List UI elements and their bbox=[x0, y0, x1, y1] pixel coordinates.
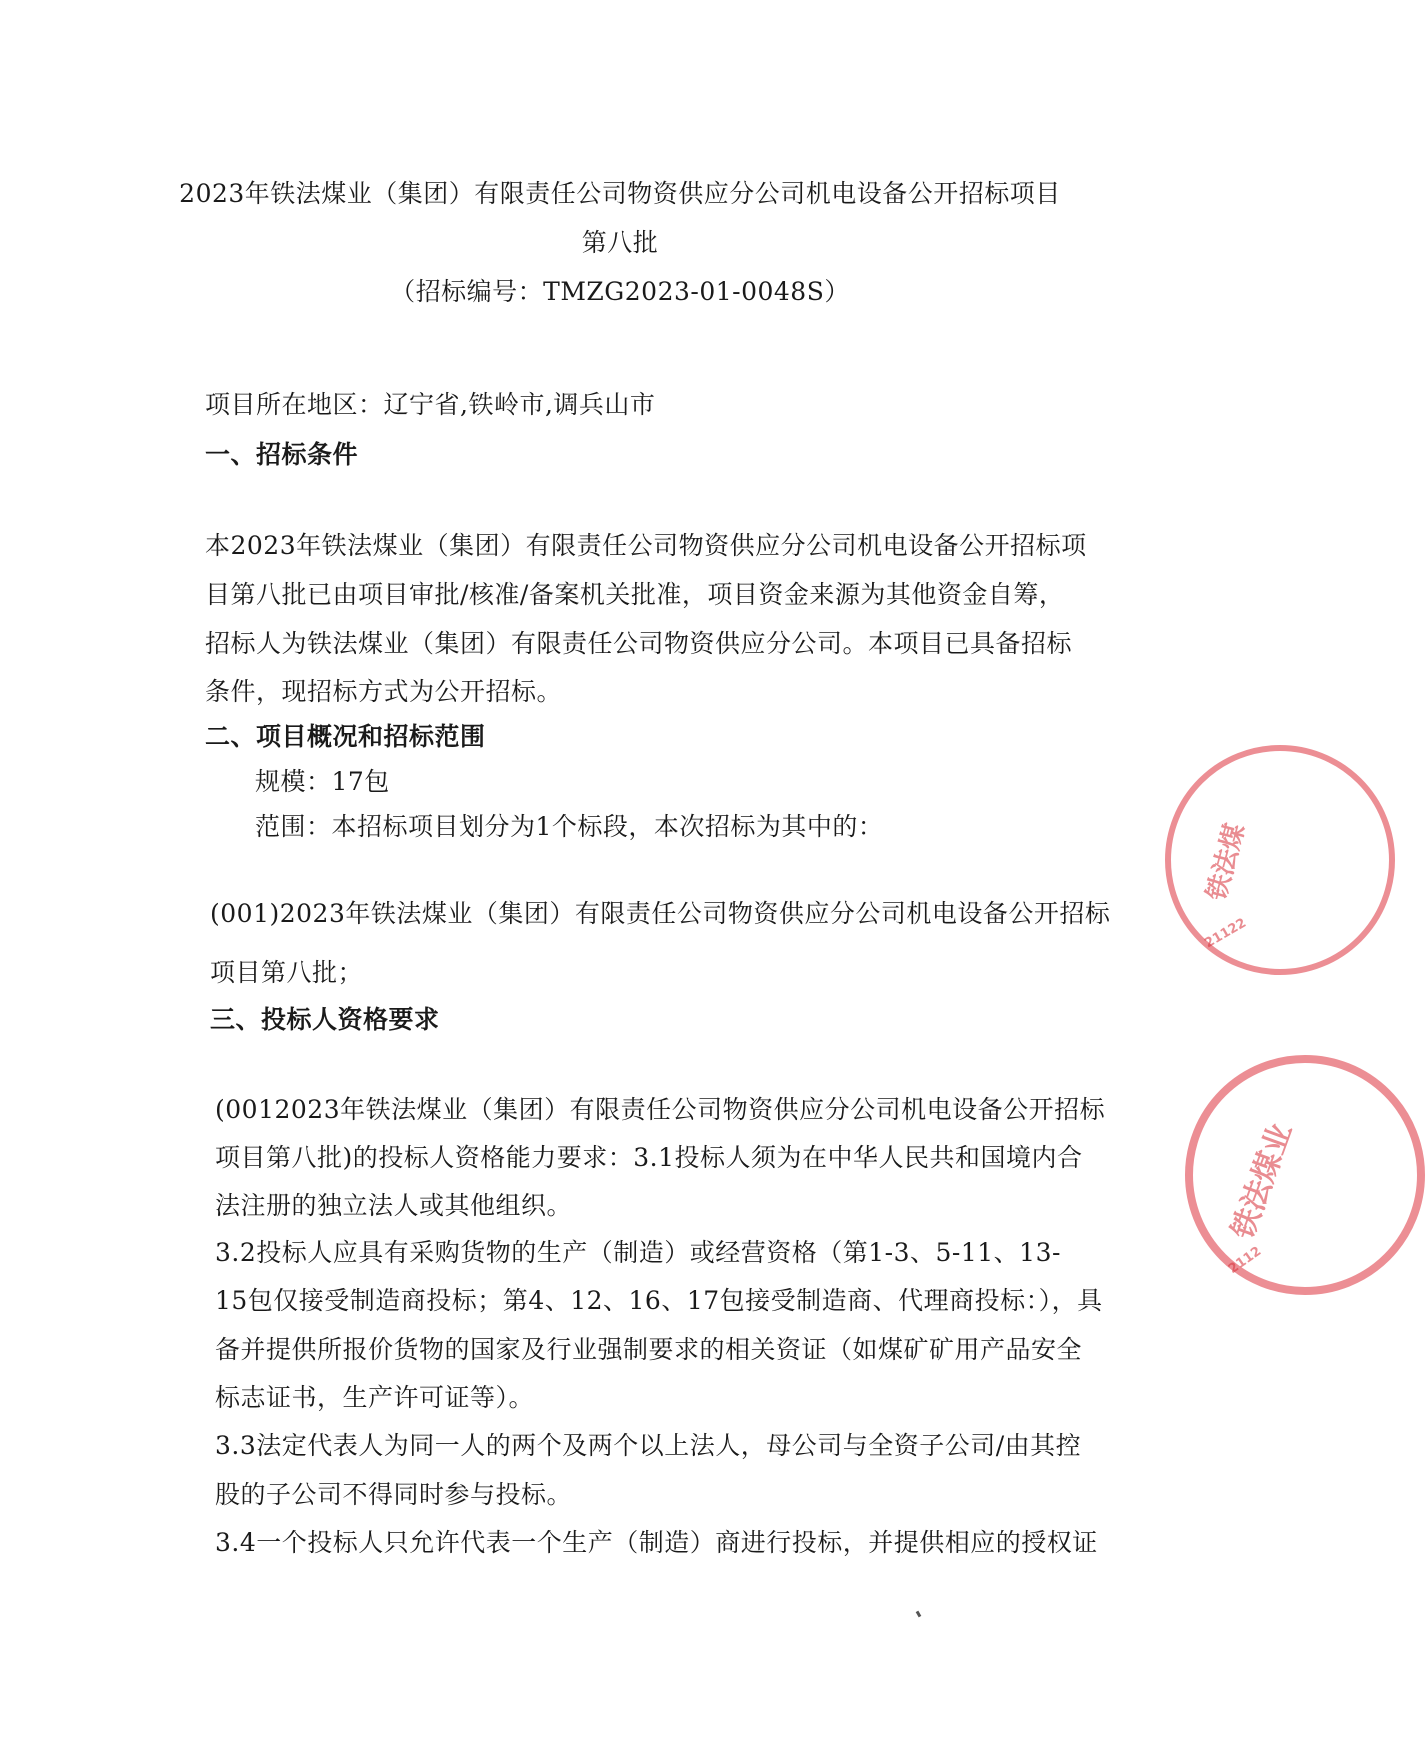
section3-line: 3.4一个投标人只允许代表一个生产（制造）商进行投标，并提供相应的授权证 bbox=[215, 1528, 1098, 1557]
section3-line: 标志证书，生产许可证等）。 bbox=[215, 1383, 535, 1412]
company-seal-bottom: 铁法煤业 2112 bbox=[1185, 1055, 1425, 1295]
section3-line: 3.3法定代表人为同一人的两个及两个以上法人，母公司与全资子公司/由其控 bbox=[215, 1431, 1082, 1460]
doc-title-line1: 2023年铁法煤业（集团）有限责任公司物资供应分公司机电设备公开招标项目 bbox=[179, 179, 1061, 208]
section1-line: 目第八批已由项目审批/核准/备案机关批准，项目资金来源为其他资金自筹， bbox=[205, 580, 1065, 609]
scope-line: 范围：本招标项目划分为1个标段，本次招标为其中的： bbox=[255, 812, 884, 841]
section3-line: 3.2投标人应具有采购货物的生产（制造）或经营资格（第1-3、5-11、13- bbox=[215, 1238, 1061, 1267]
lot-line: (001)2023年铁法煤业（集团）有限责任公司物资供应分公司机电设备公开招标 bbox=[210, 899, 1111, 928]
project-region: 项目所在地区：辽宁省,铁岭市,调兵山市 bbox=[205, 390, 656, 419]
lot-line: 项目第八批； bbox=[210, 958, 364, 987]
section3-line: (0012023年铁法煤业（集团）有限责任公司物资供应分公司机电设备公开招标 bbox=[215, 1095, 1106, 1124]
section3-line: 项目第八批)的投标人资格能力要求：3.1投标人须为在中华人民共和国境内合 bbox=[215, 1143, 1083, 1172]
section1-line: 条件，现招标方式为公开招标。 bbox=[205, 677, 563, 706]
section3-line: 备并提供所报价货物的国家及行业强制要求的相关资证（如煤矿矿用产品安全 bbox=[215, 1335, 1083, 1364]
section3-line: 股的子公司不得同时参与投标。 bbox=[215, 1480, 573, 1509]
section3-line: 法注册的独立法人或其他组织。 bbox=[215, 1191, 573, 1220]
section1-heading: 一、招标条件 bbox=[205, 440, 359, 469]
doc-title-line2: 第八批 bbox=[581, 228, 659, 257]
scale-line: 规模：17包 bbox=[255, 767, 390, 796]
tender-number: （招标编号：TMZG2023-01-0048S） bbox=[390, 277, 850, 306]
section1-line: 本2023年铁法煤业（集团）有限责任公司物资供应分公司机电设备公开招标项 bbox=[205, 531, 1087, 560]
section2-heading: 二、项目概况和招标范围 bbox=[205, 722, 486, 751]
section3-line: 15包仅接受制造商投标；第4、12、16、17包接受制造商、代理商投标：），具 bbox=[215, 1286, 1103, 1315]
company-seal-top: 铁法煤 21122 bbox=[1165, 745, 1395, 975]
scan-speck bbox=[916, 1611, 922, 1618]
section1-line: 招标人为铁法煤业（集团）有限责任公司物资供应分公司。本项目已具备招标 bbox=[205, 629, 1073, 658]
section3-heading: 三、投标人资格要求 bbox=[210, 1005, 440, 1034]
